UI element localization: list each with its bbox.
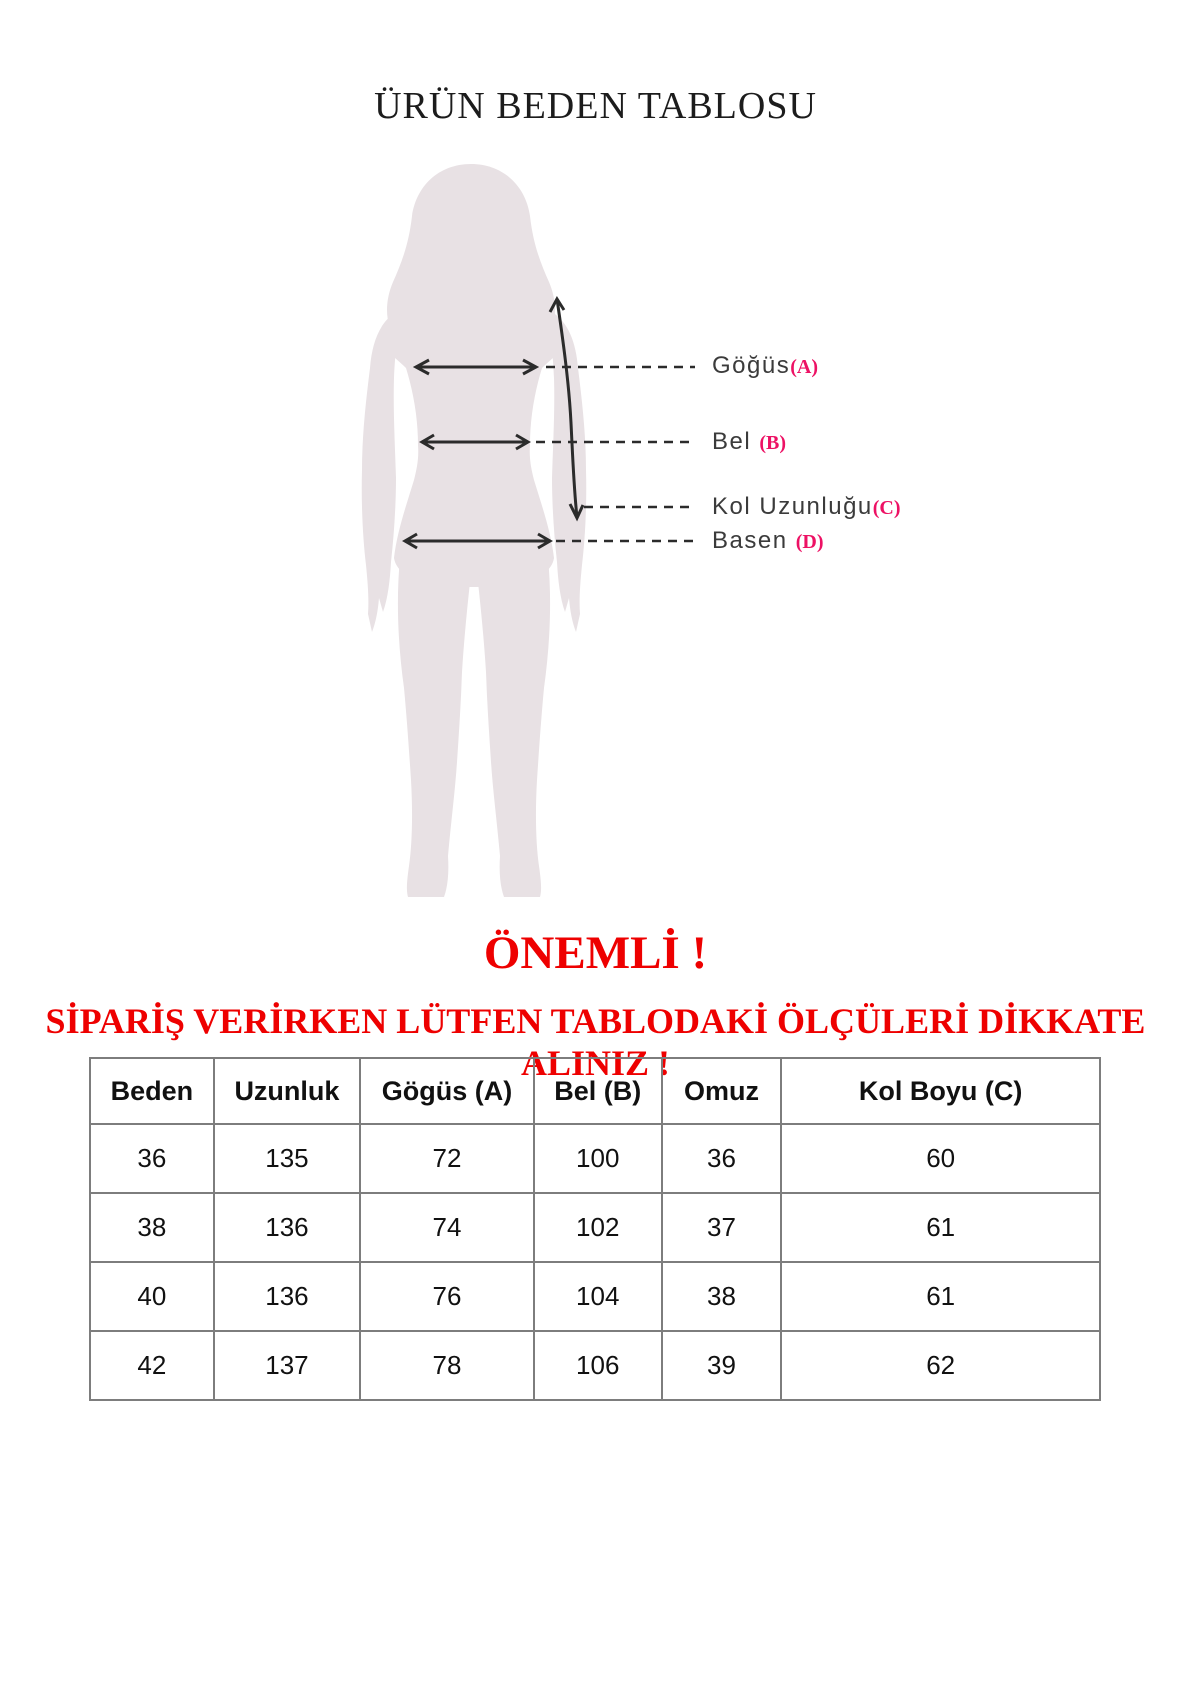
cell-gogus: 74	[360, 1193, 534, 1262]
cell-omuz: 38	[662, 1262, 782, 1331]
cell-uzunluk: 136	[214, 1262, 360, 1331]
chest-label-text: Göğüs	[712, 352, 791, 379]
size-table	[89, 1057, 1101, 1401]
cell-kol: 61	[781, 1193, 1100, 1262]
cell-beden: 38	[90, 1193, 214, 1262]
cell-bel: 106	[534, 1331, 662, 1400]
header-bel: Bel (B)	[534, 1058, 662, 1124]
cell-kol: 60	[781, 1124, 1100, 1193]
cell-beden: 40	[90, 1262, 214, 1331]
size-table-header-row	[90, 1058, 1100, 1124]
important-subheading: SİPARİŞ VERİRKEN LÜTFEN TABLODAKİ ÖLÇÜLERİ DİKKATE ALINIZ !	[45, 1001, 1146, 1083]
body-silhouette-figure	[362, 164, 587, 897]
cell-uzunluk: 137	[214, 1331, 360, 1400]
cell-uzunluk: 136	[214, 1193, 360, 1262]
header-uzunluk: Uzunluk	[214, 1058, 360, 1124]
arm-length-label-text: Kol Uzunluğu	[712, 493, 873, 520]
chest-label	[712, 352, 818, 380]
table-row	[90, 1193, 1100, 1262]
header-beden: Beden	[90, 1058, 214, 1124]
cell-beden: 36	[90, 1124, 214, 1193]
page-title: ÜRÜN BEDEN TABLOSU	[374, 85, 817, 127]
cell-kol: 62	[781, 1331, 1100, 1400]
table-row	[90, 1262, 1100, 1331]
cell-beden: 42	[90, 1331, 214, 1400]
arm-length-label	[712, 493, 901, 521]
cell-gogus: 72	[360, 1124, 534, 1193]
cell-omuz: 36	[662, 1124, 782, 1193]
waist-label-letter: (B)	[759, 432, 787, 454]
cell-bel: 104	[534, 1262, 662, 1331]
cell-uzunluk: 135	[214, 1124, 360, 1193]
silhouette-right-leg	[478, 556, 550, 897]
hip-label-letter: (D)	[795, 531, 824, 553]
hip-label-text: Basen	[712, 527, 796, 554]
header-kol-boyu: Kol Boyu (C)	[781, 1058, 1100, 1124]
waist-label-text: Bel	[712, 428, 760, 455]
cell-kol: 61	[781, 1262, 1100, 1331]
cell-gogus: 76	[360, 1262, 534, 1331]
cell-omuz: 37	[662, 1193, 782, 1262]
cell-bel: 102	[534, 1193, 662, 1262]
table-row	[90, 1331, 1100, 1400]
cell-gogus: 78	[360, 1331, 534, 1400]
arm-length-label-letter: (C)	[872, 497, 901, 519]
cell-bel: 100	[534, 1124, 662, 1193]
chest-label-letter: (A)	[790, 356, 818, 378]
header-omuz: Omuz	[662, 1058, 782, 1124]
cell-omuz: 39	[662, 1331, 782, 1400]
important-heading: ÖNEMLİ !	[483, 927, 708, 979]
silhouette-left-leg	[398, 556, 470, 897]
waist-label	[712, 428, 786, 456]
header-gogus: Gögüs (A)	[360, 1058, 534, 1124]
hip-label	[712, 527, 823, 555]
table-row	[90, 1124, 1100, 1193]
